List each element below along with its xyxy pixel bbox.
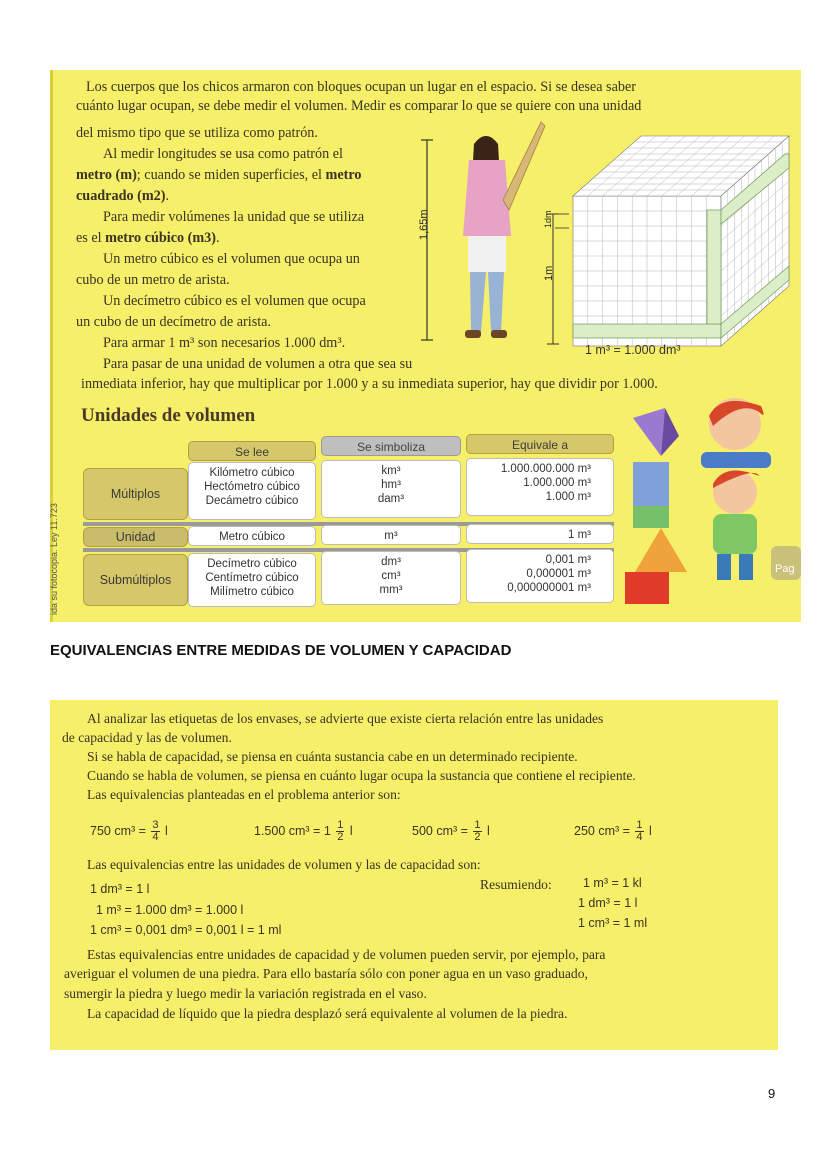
unit-name: Kilómetro cúbico xyxy=(209,467,295,479)
text-line: Un metro cúbico es el volumen que ocupa un xyxy=(103,251,360,267)
denominator: 2 xyxy=(474,831,481,843)
section-title: EQUIVALENCIAS ENTRE MEDIDAS DE VOLUMEN Y CAPACIDAD xyxy=(50,642,512,659)
header-se-simboliza: Se simboliza xyxy=(321,436,461,456)
bold-term: metro cúbico (m3) xyxy=(105,230,216,246)
eq-unit: l xyxy=(487,823,490,838)
multiplos-names xyxy=(188,462,316,520)
text-line: Las equivalencias planteadas en el problema anterior son: xyxy=(87,787,401,802)
cube-caption: 1 m³ = 1.000 dm³ xyxy=(585,343,681,357)
eq-left: 1.500 cm³ = 1 xyxy=(254,823,331,838)
unit-symbol: m³ xyxy=(384,530,398,542)
text-line: un cubo de un decímetro de arista. xyxy=(76,314,272,330)
row-label-submultiplos: Submúltiplos xyxy=(83,554,188,606)
text-line: del mismo tipo que se utiliza como patrón. xyxy=(76,125,318,141)
text-line: Para armar 1 m³ son necesarios 1.000 dm³. xyxy=(103,335,346,351)
header-se-lee: Se lee xyxy=(188,441,316,461)
unidad-value xyxy=(466,524,614,544)
text-line: es el metro cúbico (m3). xyxy=(76,230,220,246)
text-line: de capacidad y las de volumen. xyxy=(62,730,232,745)
equivalence: 1 dm³ = 1 l xyxy=(90,882,150,896)
unit-name: Decímetro cúbico xyxy=(207,558,297,570)
unit-symbol: dam³ xyxy=(377,493,405,505)
eq-unit: l xyxy=(165,823,168,838)
summary-item: 1 m³ = 1 kl xyxy=(583,876,642,890)
eq-left: 500 cm³ = xyxy=(412,823,468,838)
unit-symbol: dm³ xyxy=(381,556,401,568)
eq-left: 750 cm³ = xyxy=(90,823,146,838)
bold-term: cuadrado (m2) xyxy=(76,188,166,204)
fraction-equation xyxy=(90,820,168,843)
summary-item: 1 dm³ = 1 l xyxy=(578,896,638,910)
unit-name: Metro cúbico xyxy=(219,531,285,543)
text-line: inmediata inferior, hay que multiplicar por 1.000 y a su inmediata superior, hay que dividir por 1.000. xyxy=(81,376,658,392)
bold-term: metro (m) xyxy=(76,167,137,183)
text-line: Al medir longitudes se usa como patrón el xyxy=(103,146,343,162)
denominator: 4 xyxy=(636,831,643,843)
text-line: sumergir la piedra y luego medir la variación registrada en el vaso. xyxy=(64,986,427,1001)
text-line: cubo de un metro de arista. xyxy=(76,272,230,288)
submultiplos-values xyxy=(466,549,614,603)
unit-value: 0,000000001 m³ xyxy=(507,582,591,594)
fraction-equation xyxy=(412,820,490,843)
girl-and-cube-illustration xyxy=(413,118,793,358)
summary-label: Resumiendo: xyxy=(480,877,552,892)
denominator: 2 xyxy=(337,831,344,843)
text-line: Si se habla de capacidad, se piensa en cuánta sustancia cabe en un determinado recipiente. xyxy=(87,749,578,764)
fraction-equation xyxy=(254,820,353,843)
unit-value: 0,001 m³ xyxy=(545,554,591,566)
unit-value: 1.000.000.000 m³ xyxy=(500,463,591,475)
submultiplos-symbols xyxy=(321,551,461,605)
dm-label: 1dm xyxy=(543,210,553,228)
height-label: 1,65m xyxy=(418,209,430,240)
unidad-name xyxy=(188,526,316,546)
text-line: cuadrado (m2). xyxy=(76,188,170,204)
page-tag: Pag xyxy=(775,563,795,575)
unit-value: 1 m³ xyxy=(568,529,591,541)
equivalences-panel xyxy=(50,700,778,1050)
text-line: Para pasar de una unidad de volumen a otra que sea su xyxy=(103,356,413,372)
row-label-unidad: Unidad xyxy=(83,527,188,547)
fraction xyxy=(336,820,344,843)
unit-name: Hectómetro cúbico xyxy=(204,481,300,493)
unit-name: Centímetro cúbico xyxy=(205,572,299,584)
unit-symbol: cm³ xyxy=(381,570,401,582)
text-line: cuánto lugar ocupan, se debe medir el volumen. Medir es comparar lo que se quiere con una unidad xyxy=(76,98,642,114)
row-label-multiplos: Múltiplos xyxy=(83,468,188,520)
bold-term: metro xyxy=(325,167,362,183)
text-line: averiguar el volumen de una piedra. Para ello bastaría sólo con poner agua en un vaso graduado, xyxy=(64,966,588,981)
unidad-symbol xyxy=(321,525,461,545)
unit-symbol: mm³ xyxy=(379,584,403,596)
copyright-side-text: ida su fotocopia. Ley 11.723 xyxy=(49,503,59,615)
unit-symbol: km³ xyxy=(381,465,401,477)
numerator: 1 xyxy=(636,819,643,831)
header-equivale-a: Equivale a xyxy=(466,434,614,454)
summary-item: 1 cm³ = 1 ml xyxy=(578,916,648,930)
text-line: Cuando se habla de volumen, se piensa en cuánto lugar ocupa la sustancia que contiene el recipiente. xyxy=(87,768,636,783)
m-label: 1m xyxy=(543,265,555,281)
eq-left: 250 cm³ = xyxy=(574,823,630,838)
fraction xyxy=(151,820,159,843)
unit-value: 1.000 m³ xyxy=(545,491,591,503)
eq-unit: l xyxy=(349,823,353,838)
volume-panel xyxy=(50,70,801,622)
multiplos-values xyxy=(466,458,614,516)
denominator: 4 xyxy=(152,831,159,843)
unit-name: Decámetro cúbico xyxy=(205,495,299,507)
fraction-equation xyxy=(574,820,652,843)
numerator: 1 xyxy=(474,819,481,831)
text-line: Para medir volúmenes la unidad que se utiliza xyxy=(103,209,365,225)
text-line: metro (m); cuando se miden superficies, el metro xyxy=(76,167,362,183)
unit-value: 0,000001 m³ xyxy=(526,568,591,580)
eq-unit: l xyxy=(649,823,652,838)
fraction xyxy=(473,820,481,843)
numerator: 1 xyxy=(337,819,344,831)
multiplos-symbols xyxy=(321,460,461,518)
unit-name: Milímetro cúbico xyxy=(210,586,294,598)
submultiplos-names xyxy=(188,553,316,607)
text-line: La capacidad de líquido que la piedra desplazó será equivalente al volumen de la piedra. xyxy=(87,1006,568,1021)
fraction xyxy=(635,820,643,843)
unit-value: 1.000.000 m³ xyxy=(523,477,591,489)
unit-symbol: hm³ xyxy=(381,479,401,491)
text-line: Al analizar las etiquetas de los envases, se advierte que existe cierta relación entre las unidades xyxy=(87,711,604,726)
numerator: 3 xyxy=(152,819,159,831)
text-line: Las equivalencias entre las unidades de volumen y las de capacidad son: xyxy=(87,857,481,872)
units-title: Unidades de volumen xyxy=(81,405,256,426)
text-line: Un decímetro cúbico es el volumen que ocupa xyxy=(103,293,366,309)
text-line: Estas equivalencias entre unidades de capacidad y de volumen pueden servir, por ejemplo, para xyxy=(87,947,606,962)
kids-and-solids-illustration xyxy=(621,396,801,616)
text-line: Los cuerpos que los chicos armaron con bloques ocupan un lugar en el espacio. Si se desea saber xyxy=(86,79,636,95)
page-number: 9 xyxy=(768,1086,776,1101)
equivalence: 1 cm³ = 0,001 dm³ = 0,001 l = 1 ml xyxy=(90,923,282,937)
equivalence: 1 m³ = 1.000 dm³ = 1.000 l xyxy=(96,903,244,917)
